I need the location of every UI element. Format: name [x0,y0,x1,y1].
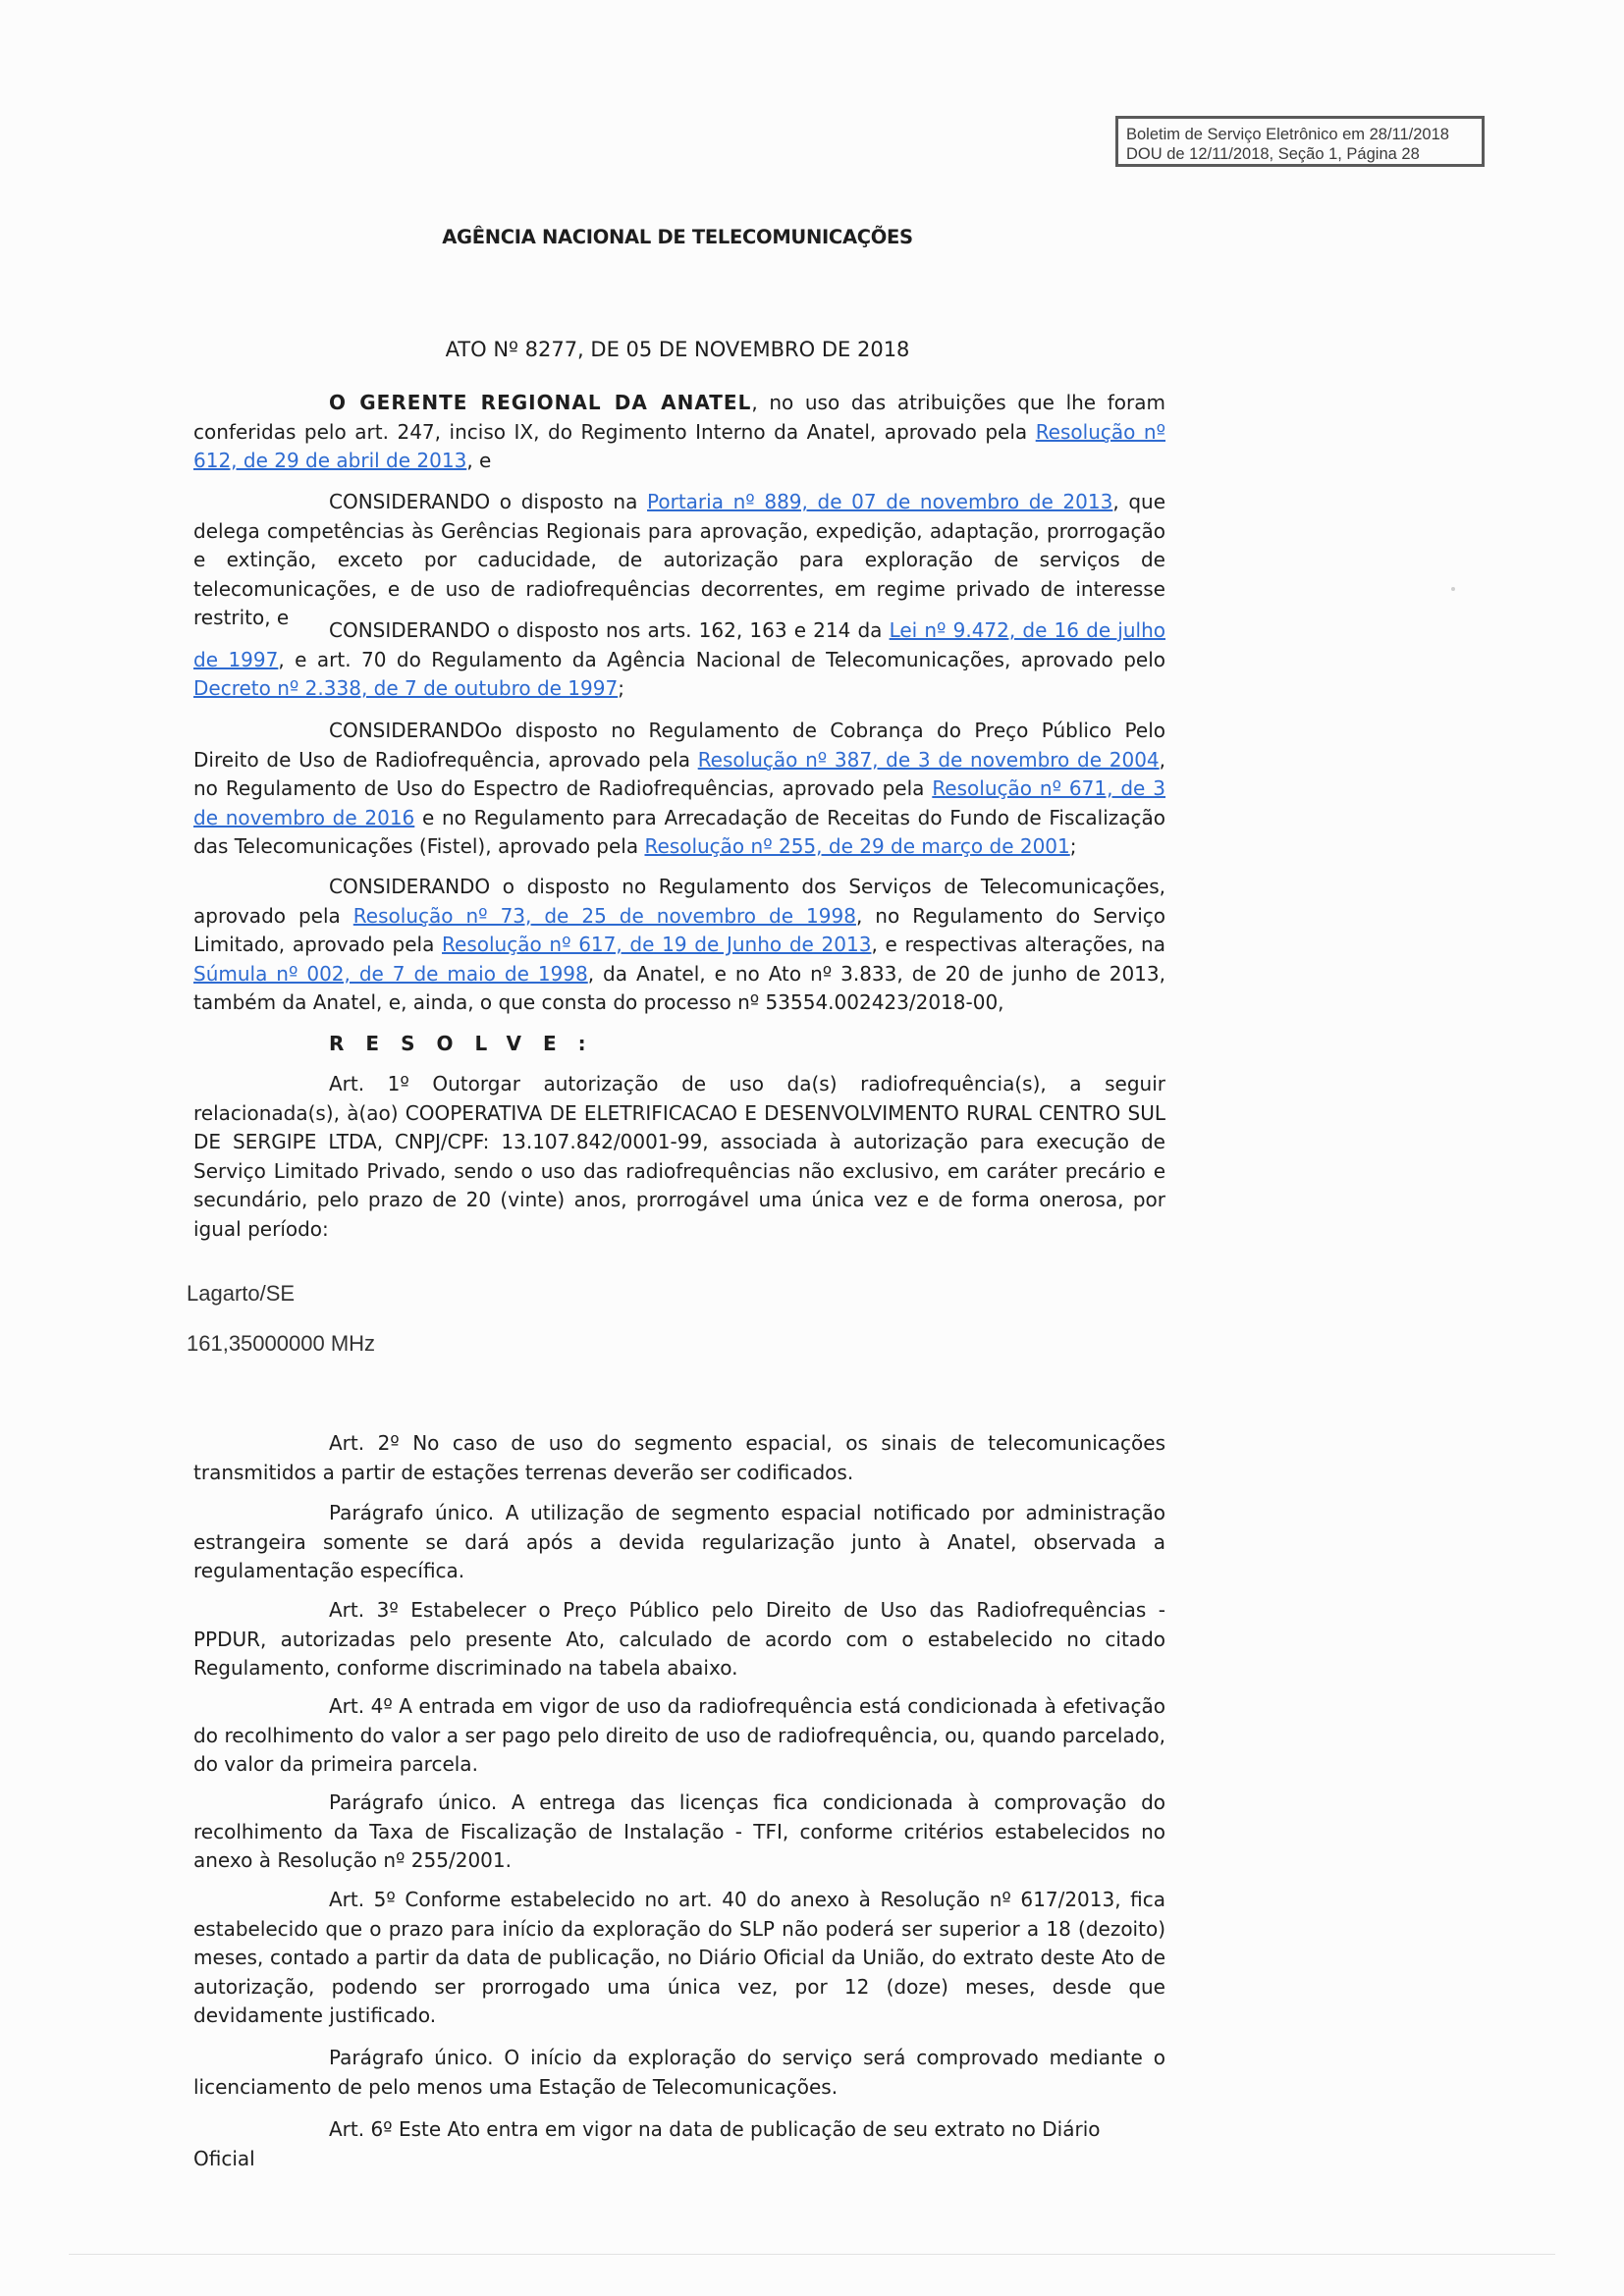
art1-block [193,1070,1165,1244]
agency-name: AGÊNCIA NACIONAL DE TELECOMUNICAÇÕES [442,226,913,248]
considerando-4-block [193,873,1165,1018]
art4-paragraph: Art. 4º A entrada em vigor de uso da radiofrequência está condicionada à efetivação do recolhimento do valor a ser pago pelo direito de uso de radiofrequência, ou, quando parcelado, do valor da primeira parcela. [193,1694,1165,1776]
art6-block [193,2115,1165,2173]
legal-reference-link[interactable]: Súmula nº 002, de 7 de maio de 1998 [193,961,588,986]
paragraph-text: , que delega competências às Gerências Regionais para aprovação, expedição, adaptação, prorrogação e extinção, exceto por caducidade, de autorização para exploração de serviços de telecomunicações, e de uso de radiofrequências decorrentes, em regime privado de interesse restrito, e [193,490,1166,629]
art5-paragrafo-unico: Parágrafo único. O início da exploração do serviço será comprovado mediante o licenciamento de pelo menos uma Estação de Telecomunicações. [193,2046,1165,2099]
paragraph-text: , e art. 70 do Regulamento da Agência Nacional de Telecomunicações, aprovado pelo [278,647,1165,671]
paragraph-text: ; [1069,834,1077,858]
art5-block [193,1886,1165,2031]
stamp-line-dou: DOU de 12/11/2018, Seção 1, Página 28 [1126,145,1420,163]
resolve-heading: RESOLVE: [329,1032,608,1055]
paragraph-text: ; [618,676,624,700]
considerando-4-paragraph [193,873,1165,1018]
paragraph-text: , e respectivas alterações, na [871,933,1165,956]
frequency-value: 161,35000000 MHz [187,1331,376,1356]
scan-speck [1451,587,1455,591]
paragraph-text: , no uso das atribuições que lhe foram conferidas pelo art. 247, inciso IX, do Regimento Interno da Anatel, aprovado pela [193,391,1165,444]
paragraph-text: CONSIDERANDO o disposto na [329,490,648,513]
art4-paragrafo-block [193,1789,1165,1876]
art5-paragraph: Art. 5º Conforme estabelecido no art. 40 do anexo à Resolução nº 617/2013, fica estabelecido que o prazo para início da exploração do SLP não poderá ser superior a 18 (dezoito) meses, contado a partir da data de publicação, no Diário Oficial da União, do extrato deste Ato de autorização, podendo ser prorrogado uma única vez, por 12 (doze) meses, desde que devidamente justificado. [193,1888,1165,2027]
art4-block [193,1692,1165,1780]
preamble-paragraph [193,389,1165,476]
legal-reference-link[interactable]: Decreto nº 2.338, de 7 de outubro de 1997 [193,676,619,700]
publication-stamp [1115,116,1485,167]
art6-paragraph: Art. 6º Este Ato entra em vigor na data de publicação de seu extrato no Diário Oficial [193,2117,1101,2170]
considerando-2-block [193,616,1165,704]
legal-reference-link[interactable]: Lei nº 9.472, de 16 de julho de 1997 [193,618,1165,671]
act-title: ATO Nº 8277, DE 05 DE NOVEMBRO DE 2018 [445,338,910,361]
paragraph-text: , da Anatel, e no Ato nº 3.833, de 20 de junho de 2013, também da Anatel, e, ainda, o que consta do processo nº 53554.002423/2018-00, [193,961,1165,1014]
paragraph-text: CONSIDERANDO o disposto nos arts. 162, 163 e 214 da [329,618,890,642]
art1-paragraph: Art. 1º Outorgar autorização de uso da(s) radiofrequência(s), a seguir relacionada(s), à(ao) COOPERATIVA DE ELETRIFICACAO E DESENVOLVIMENTO RURAL CENTRO SUL DE SERGIPE LTDA, CNPJ/CPF: 13.107.842/0001-99, associada à autorização para execução de Serviço Limitado Privado, sendo o uso das radiofrequências não exclusivo, em caráter precário e secundário, pelo prazo de 20 (vinte) anos, prorrogável uma única vez e de forma onerosa, por igual período: [193,1072,1165,1241]
considerando-3-paragraph [193,717,1165,862]
art2-paragraph: Art. 2º No caso de uso do segmento espacial, os sinais de telecomunicações transmitidos a partir de estações terrenas deverão ser codificados. [193,1431,1165,1484]
considerando-3-block [193,717,1165,862]
legal-reference-link[interactable]: Resolução nº 617, de 19 de Junho de 2013 [442,933,872,956]
legal-reference-link[interactable]: Resolução nº 387, de 3 de novembro de 2004 [697,747,1160,772]
paragraph-text: , no Regulamento do Serviço Limitado, aprovado pela [193,903,1165,956]
legal-reference-link[interactable]: Resolução nº 671, de 3 de novembro de 2016 [193,776,1166,829]
art2-block [193,1429,1165,1487]
considerando-1-paragraph [193,488,1165,633]
legal-reference-link[interactable]: Portaria nº 889, de 07 de novembro de 2013 [647,490,1113,513]
considerando-1-block [193,488,1165,633]
art5-paragrafo-block [193,2044,1165,2102]
paragraph-text: , e [466,449,492,472]
considerando-2-paragraph [193,616,1165,704]
resolve-block [193,1030,1165,1059]
preamble-block [193,389,1165,476]
paragraph-text: CONSIDERANDOo disposto no Regulamento de Cobrança do Preço Público Pelo Direito de Uso de Radiofrequência, aprovado pela [193,719,1165,772]
art2-paragrafo-block [193,1499,1165,1586]
art3-paragraph: Art. 3º Estabelecer o Preço Público pelo Direito de Uso das Radiofrequências - PPDUR, autorizadas pelo presente Ato, calculado de acordo com o estabelecido no citado Regulamento, conforme discriminado na tabela abaixo. [193,1598,1165,1680]
legal-reference-link[interactable]: Resolução nº 612, de 29 de abril de 2013 [193,419,1165,472]
page-bottom-rule [69,2254,1555,2255]
paragraph-text: e no Regulamento para Arrecadação de Receitas do Fundo de Fiscalização das Telecomunicações (Fistel), aprovado pela [193,805,1165,858]
frequency-location: Lagarto/SE [187,1281,296,1306]
stamp-line-boletim: Boletim de Serviço Eletrônico em 28/11/2018 [1126,126,1449,143]
paragraph-text: CONSIDERANDO o disposto no Regulamento dos Serviços de Telecomunicações, aprovado pela [193,875,1165,928]
art3-block [193,1596,1165,1683]
preamble-lead-text: O GERENTE REGIONAL DA ANATEL [329,391,752,414]
legal-reference-link[interactable]: Resolução nº 255, de 29 de março de 2001 [644,834,1070,858]
legal-reference-link[interactable]: Resolução nº 73, de 25 de novembro de 1998 [352,903,856,928]
art2-paragrafo-unico: Parágrafo único. A utilização de segmento espacial notificado por administração estrangeira somente se dará após a devida regularização junto à Anatel, observada a regulamentação específica. [193,1501,1165,1582]
paragraph-text: , no Regulamento de Uso do Espectro de Radiofrequências, aprovado pela [193,747,1165,800]
art4-paragrafo-unico: Parágrafo único. A entrega das licenças fica condicionada à comprovação do recolhimento da Taxa de Fiscalização de Instalação - TFI, conforme critérios estabelecidos no anexo à Resolução nº 255/2001. [193,1790,1165,1872]
